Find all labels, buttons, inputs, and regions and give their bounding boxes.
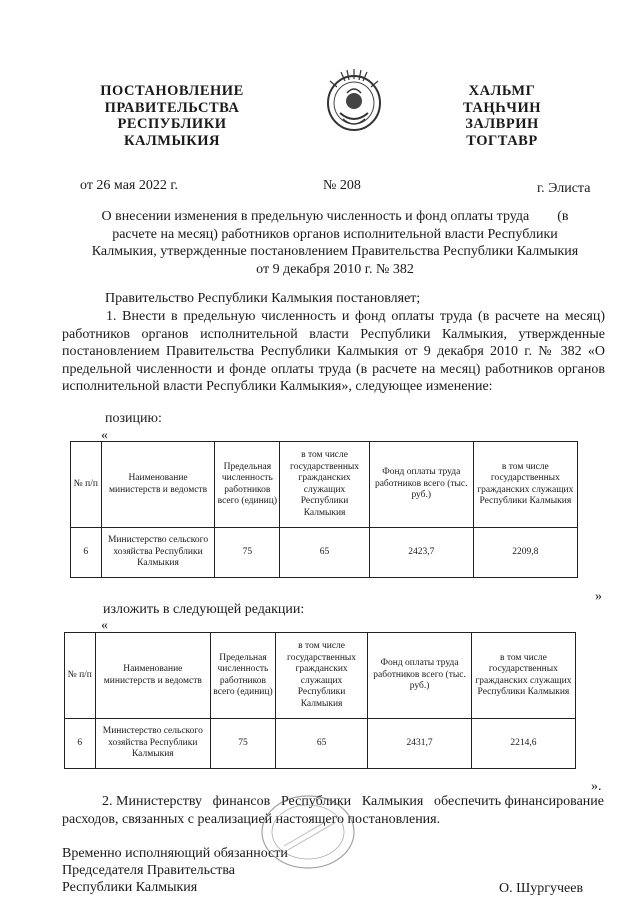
table-cell-fund-total: 2423,7 xyxy=(369,528,473,578)
title-line-1: О внесении изменения в предельную численность и фонд оплаты труда (в xyxy=(101,209,569,224)
table-header-staff-total: Предельная численность работников всего (единиц) xyxy=(211,633,276,719)
table-cell-staff-civil: 65 xyxy=(280,528,370,578)
table-row xyxy=(71,528,578,578)
signatory-name: О. Шургучеев xyxy=(499,881,584,896)
close-quote-2: ». xyxy=(591,779,602,794)
paragraph-2: 2. Министерству финансов Республики Калмыкия обеспечить финансирование расходов, связанных с реализацией настоящего постановления. xyxy=(62,794,608,827)
table-cell-staff-total: 75 xyxy=(211,719,276,769)
table-cell-fund-civil: 2209,8 xyxy=(473,528,577,578)
header-right-line-3: ЗАЛВРИН xyxy=(465,116,539,132)
signature-block xyxy=(62,845,288,896)
table-cell-ministry: Министерство сельского хозяйства Республики Калмыкия xyxy=(95,719,211,769)
document-date: от 26 мая 2022 г. xyxy=(80,178,179,193)
table-new-header-row xyxy=(65,633,576,719)
table-cell-staff-civil: 65 xyxy=(275,719,367,769)
table-header-ministry: Наименование министерств и ведомств xyxy=(95,633,211,719)
document-title xyxy=(60,208,610,278)
header-right-line-2: ТАҢҺЧИН xyxy=(462,99,542,116)
table-row xyxy=(65,719,576,769)
table-header-staff-civil: в том числе государственных гражданских служащих Республики Калмыкия xyxy=(280,442,370,528)
table-header-fund-total: Фонд оплаты труда работников всего (тыс. руб.) xyxy=(369,442,473,528)
header-left-line-2: ПРАВИТЕЛЬСТВА xyxy=(104,99,240,116)
header-left-line-4: КАЛМЫКИЯ xyxy=(124,132,220,149)
table-cell-fund-total: 2431,7 xyxy=(368,719,472,769)
table-header-number: № п/п xyxy=(65,633,96,719)
title-line-2: расчете на месяц) работников органов исполнительной власти Республики xyxy=(112,226,558,242)
header-left-line-1: ПОСТАНОВЛЕНИЕ xyxy=(100,83,244,99)
table-header-fund-total: Фонд оплаты труда работников всего (тыс. руб.) xyxy=(368,633,472,719)
table-old-header-row xyxy=(71,442,578,528)
table-old xyxy=(70,441,578,578)
header-left-title xyxy=(92,83,252,149)
signature-line-2: Председателя Правительства xyxy=(62,863,236,878)
open-quote-1: « xyxy=(101,428,108,443)
table-cell-ministry: Министерство сельского хозяйства Республики Калмыкия xyxy=(101,528,215,578)
replace-text: изложить в следующей редакции: xyxy=(103,602,305,617)
open-quote-2: « xyxy=(101,618,108,633)
signature-line-3: Республики Калмыкия xyxy=(62,880,198,895)
position-label: позицию: xyxy=(105,411,162,426)
header-right-line-4: ТОГТАВР xyxy=(466,132,538,149)
table-header-ministry: Наименование министерств и ведомств xyxy=(101,442,215,528)
table-cell-fund-civil: 2214,6 xyxy=(471,719,575,769)
table-header-staff-total: Предельная численность работников всего (единиц) xyxy=(215,442,280,528)
document-city: г. Элиста xyxy=(537,181,591,196)
header-right-line-1: ХАЛЬМГ xyxy=(468,83,536,99)
paragraph-1: 1. Внести в предельную численность и фонд оплаты труда (в расчете на месяц) работников органов исполнительной власти Республики Калмыкия, утвержденные постановлением Правительства Республики Калмыкия от 9 декабря 2010 г. № 382 «О предельной численности и фонде оплаты труда (в расчете на месяц) работников органов исполнительной власти Республики Калмыкия», следующее изменение: xyxy=(62,309,605,394)
header-right-title xyxy=(452,83,552,149)
title-line-4: от 9 декабря 2010 г. № 382 xyxy=(256,261,414,277)
table-header-number: № п/п xyxy=(71,442,102,528)
table-header-staff-civil: в том числе государственных гражданских служащих Республики Калмыкия xyxy=(275,633,367,719)
table-header-fund-civil: в том числе государственных гражданских служащих Республики Калмыкия xyxy=(473,442,577,528)
table-cell-number: 6 xyxy=(71,528,102,578)
signature-line-1: Временно исполняющий обязанности xyxy=(62,846,288,861)
intro-text: Правительство Республики Калмыкия постановляет; xyxy=(105,291,421,306)
table-header-fund-civil: в том числе государственных гражданских служащих Республики Калмыкия xyxy=(471,633,575,719)
table-cell-number: 6 xyxy=(65,719,96,769)
title-line-3: Калмыкия, утвержденные постановлением Правительства Республики Калмыкия xyxy=(91,244,579,259)
document-number: № 208 xyxy=(323,178,361,193)
close-quote-1: » xyxy=(595,589,602,604)
table-cell-staff-total: 75 xyxy=(215,528,280,578)
kalmykia-emblem-icon xyxy=(323,63,385,135)
table-new xyxy=(64,632,576,769)
header-left-line-3: РЕСПУБЛИКИ xyxy=(117,116,227,132)
